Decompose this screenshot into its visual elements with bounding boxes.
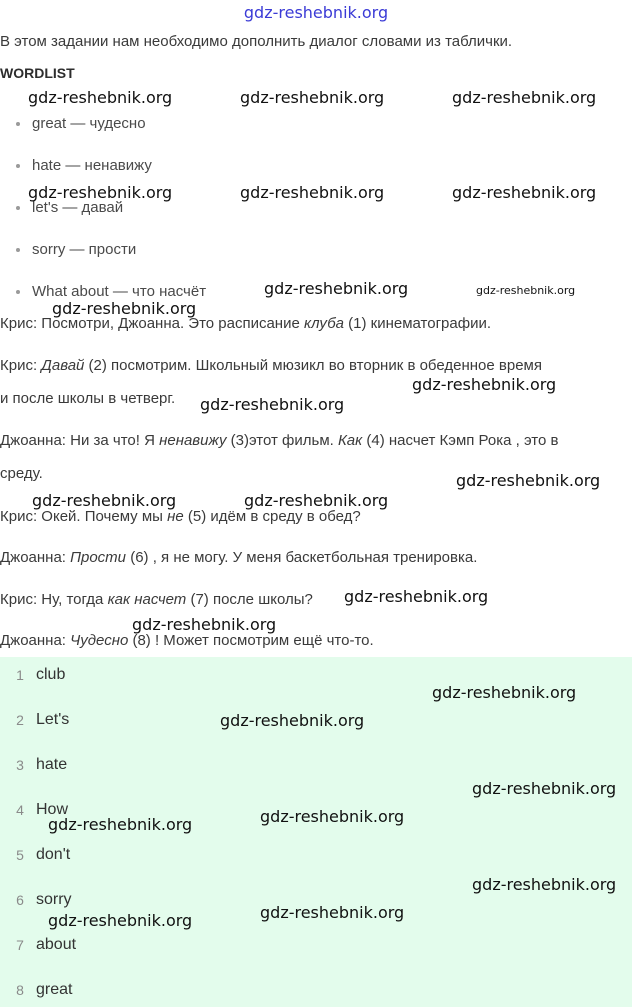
answer-number: 6 bbox=[16, 892, 24, 908]
wordlist-item: great — чудесно bbox=[16, 115, 146, 132]
watermark: gdz-reshebnik.org bbox=[260, 807, 405, 826]
watermark: gdz-reshebnik.org bbox=[344, 587, 489, 606]
watermark: gdz-reshebnik.org bbox=[48, 815, 193, 834]
watermark: gdz-reshebnik.org bbox=[200, 395, 345, 414]
answer-number: 8 bbox=[16, 982, 24, 998]
answer-word: Let's bbox=[36, 711, 70, 728]
bullet-icon bbox=[16, 290, 20, 294]
dialogue-line: Крис: Посмотри, Джоанна. Это расписание клуба (1) кинематографии. bbox=[0, 315, 491, 332]
watermark: gdz-reshebnik.org bbox=[472, 779, 617, 798]
watermark: gdz-reshebnik.org bbox=[412, 375, 557, 394]
bullet-icon bbox=[16, 164, 20, 168]
answer-number: 7 bbox=[16, 937, 24, 953]
watermark: gdz-reshebnik.org bbox=[52, 299, 197, 318]
answer-word: club bbox=[36, 666, 66, 683]
watermark: gdz-reshebnik.org bbox=[32, 491, 177, 510]
watermark: gdz-reshebnik.org bbox=[260, 903, 405, 922]
dialogue-line: и после школы в четверг. bbox=[0, 390, 176, 407]
answer-word: about bbox=[36, 936, 77, 953]
dialogue-line: Крис: Давай (2) посмотрим. Школьный мюзикл во вторник в обеденное время bbox=[0, 357, 542, 374]
dialogue-line: Джоанна: Чудесно (8) ! Может посмотрим ещё что-то. bbox=[0, 632, 374, 649]
bullet-icon bbox=[16, 122, 20, 126]
watermark: gdz-reshebnik.org bbox=[452, 183, 597, 202]
bullet-icon bbox=[16, 206, 20, 210]
watermark: gdz-reshebnik.org bbox=[452, 88, 597, 107]
watermark: gdz-reshebnik.org bbox=[132, 615, 277, 634]
answer-number: 1 bbox=[16, 667, 24, 683]
answer-number: 2 bbox=[16, 712, 24, 728]
site-title[interactable]: gdz-reshebnik.org bbox=[243, 3, 389, 22]
watermark: gdz-reshebnik.org bbox=[220, 711, 365, 730]
dialogue-line: Крис: Окей. Почему мы не (5) идём в среду в обед? bbox=[0, 508, 361, 525]
intro-text: В этом задании нам необходимо дополнить диалог словами из таблички. bbox=[0, 33, 513, 50]
bullet-icon bbox=[16, 248, 20, 252]
answer-number: 3 bbox=[16, 757, 24, 773]
answer-word: sorry bbox=[36, 891, 72, 908]
wordlist-item: let's — давай bbox=[16, 199, 123, 216]
wordlist-item: hate — ненавижу bbox=[16, 157, 152, 174]
watermark: gdz-reshebnik.org bbox=[48, 911, 193, 930]
watermark: gdz-reshebnik.org bbox=[472, 875, 617, 894]
wordlist-item: sorry — прости bbox=[16, 241, 136, 258]
dialogue-line: Крис: Ну, тогда как насчет (7) после школы? bbox=[0, 591, 313, 608]
answer-number: 5 bbox=[16, 847, 24, 863]
dialogue-line: Джоанна: Прости (6) , я не могу. У меня баскетбольная тренировка. bbox=[0, 549, 478, 566]
dialogue-line: среду. bbox=[0, 465, 43, 482]
watermark: gdz-reshebnik.org bbox=[28, 183, 173, 202]
answer-word: don't bbox=[36, 846, 71, 863]
watermark: gdz-reshebnik.org bbox=[476, 284, 576, 297]
answer-word: great bbox=[36, 981, 73, 998]
watermark: gdz-reshebnik.org bbox=[244, 491, 389, 510]
watermark: gdz-reshebnik.org bbox=[432, 683, 577, 702]
answer-word: How bbox=[36, 801, 69, 818]
watermark: gdz-reshebnik.org bbox=[240, 183, 385, 202]
watermark: gdz-reshebnik.org bbox=[456, 471, 601, 490]
watermark: gdz-reshebnik.org bbox=[264, 279, 409, 298]
dialogue-line: Джоанна: Ни за что! Я ненавижу (3)этот фильм. Как (4) насчет Кэмп Рока , это в bbox=[0, 432, 559, 449]
wordlist-title: WORDLIST bbox=[0, 65, 75, 81]
answer-word: hate bbox=[36, 756, 68, 773]
watermark: gdz-reshebnik.org bbox=[28, 88, 173, 107]
watermark: gdz-reshebnik.org bbox=[240, 88, 385, 107]
answer-number: 4 bbox=[16, 802, 24, 818]
wordlist-item: What about — что насчёт bbox=[16, 283, 206, 300]
